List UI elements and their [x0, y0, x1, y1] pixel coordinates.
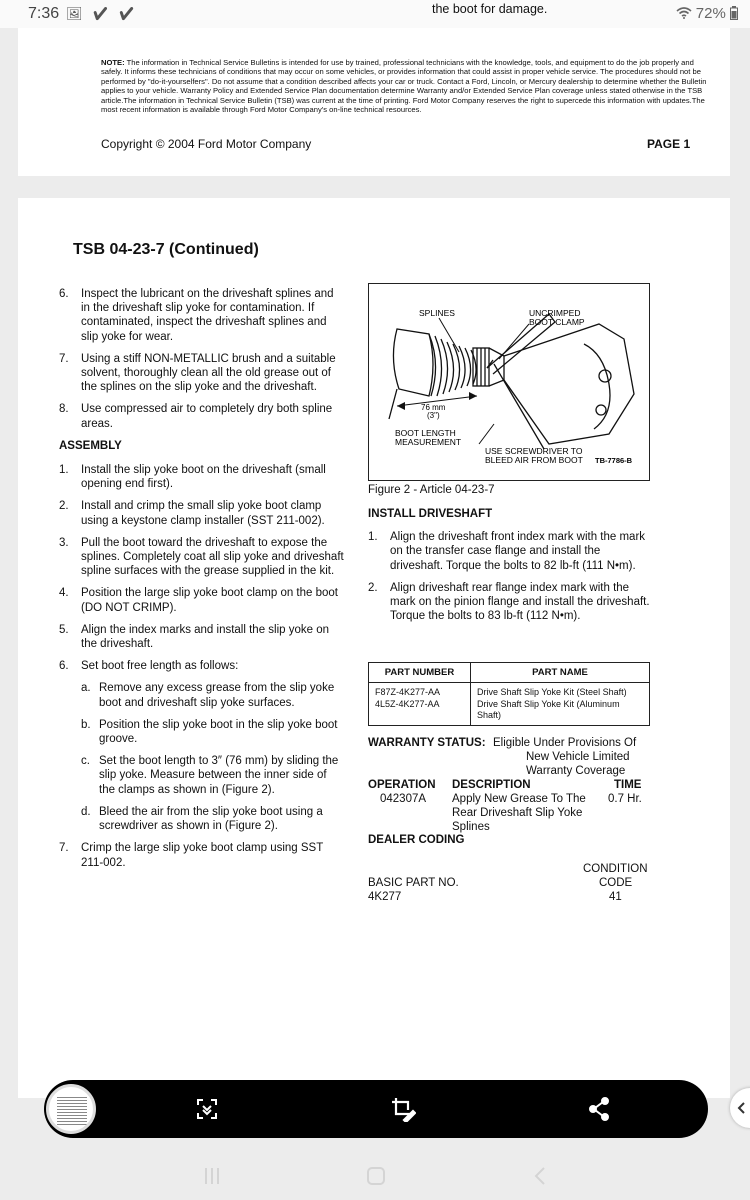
clock: 7:36 — [28, 5, 60, 22]
battery-icon — [730, 6, 738, 20]
home-icon[interactable] — [366, 1166, 386, 1186]
recents-icon[interactable] — [202, 1166, 222, 1186]
wifi-icon — [676, 7, 692, 19]
list-item: 4. Position the large slip yoke boot clamp on the boot (DO NOT CRIMP). — [59, 587, 338, 614]
previous-page-text: the boot for damage. — [432, 2, 548, 16]
label-3in: (3") — [427, 411, 440, 420]
list-item: 8. Use compressed air to completely dry both spline areas. — [59, 403, 333, 430]
list-item: 2. Install and crimp the small slip yoke boot clamp using a keystone clamp installer (SST 211-002). — [59, 500, 325, 527]
warranty-line-3: Warranty Coverage — [526, 765, 626, 777]
chevron-left-icon — [730, 1088, 750, 1128]
table-header-row — [369, 663, 650, 683]
sub-item: d. Bleed the air from the slip yoke boot using a screwdriver as shown in (Figure 2). — [81, 805, 323, 833]
install-driveshaft-heading: INSTALL DRIVESHAFT — [368, 508, 493, 520]
dealer-coding-block — [368, 862, 668, 904]
driveshaft-boot-illustration — [369, 284, 648, 479]
h-time: TIME — [614, 779, 642, 791]
part-numbers-cell: F87Z-4K277-AA 4L5Z-4K277-AA — [369, 683, 471, 726]
disclaimer-note — [101, 58, 709, 114]
label-use-screwdriver: USE SCREWDRIVER TO — [485, 446, 583, 456]
col-part-number: PART NUMBER — [369, 663, 471, 683]
operation-description: Apply New Grease To The Rear Driveshaft Slip Yoke Splines — [452, 793, 586, 833]
list-item: 6. Set boot free length as follows: — [59, 660, 239, 673]
label-boot-clamp: BOOT CLAMP — [529, 317, 585, 327]
part-names-cell: Drive Shaft Slip Yoke Kit (Steel Shaft) Drive Shaft Slip Yoke Kit (Aluminum Shaft) — [471, 683, 650, 726]
operation-code: 042307A — [380, 793, 427, 805]
label-76mm: 76 mm — [421, 403, 446, 412]
battery-percent: 72% — [695, 5, 726, 22]
left-column — [59, 287, 345, 878]
share-icon[interactable] — [586, 1096, 612, 1122]
list-item: 6. Inspect the lubricant on the driveshaft splines and in the driveshaft slip yoke for contamination. If contaminated, inspect the driveshaft splines and slip yoke for wear. — [59, 288, 334, 343]
page-number: PAGE 1 — [647, 137, 691, 151]
list-item: 7. Crimp the large slip yoke boot clamp using SST 211-002. — [59, 842, 324, 869]
crop-edit-icon[interactable] — [390, 1096, 416, 1122]
sub-item: a. Remove any excess grease from the slip yoke boot and driveshaft slip yoke surfaces. — [81, 682, 335, 709]
basic-part-value: 4K277 — [368, 891, 402, 903]
thumbnail-preview — [57, 1097, 87, 1125]
list-item: 5. Align the index marks and install the slip yoke on the driveshaft. — [59, 623, 330, 651]
figure-caption: Figure 2 - Article 04-23-7 — [368, 484, 495, 496]
screenshot-toolbar — [44, 1080, 708, 1138]
h-operation: OPERATION — [368, 779, 436, 791]
page-title: TSB 04-23-7 (Continued) — [73, 241, 259, 258]
warranty-line-2: New Vehicle Limited — [526, 751, 630, 763]
list-item: 1. Align the driveshaft front index mark with the mark on the transfer case flange and install the driveshaft. Torque the bolts to 82 lb-ft (111 N•m). — [368, 531, 646, 572]
expand-toolbar-button[interactable] — [730, 1088, 750, 1128]
note-label: NOTE: — [101, 58, 125, 67]
operation-time: 0.7 Hr. — [608, 793, 642, 805]
parts-table — [368, 662, 650, 726]
col-part-name: PART NAME — [471, 663, 650, 683]
document-thumbnail[interactable] — [46, 1084, 96, 1134]
figure-2-diagram — [368, 283, 650, 481]
back-icon[interactable] — [530, 1166, 550, 1186]
label-figure-code: TB-7786-B — [595, 456, 633, 465]
system-navigation-bar — [0, 1138, 750, 1200]
basic-part-label: BASIC PART NO. — [368, 877, 459, 889]
label-measurement: MEASUREMENT — [395, 437, 462, 447]
list-item: 2. Align driveshaft rear flange index mark with the mark on the pinion flange and install the driveshaft. Torque the bolts to 83 lb-ft (112 N•m). — [368, 581, 650, 623]
list-item: 7. Using a stiff NON-METALLIC brush and a suitable solvent, thoroughly clean all the old grease out of the splines on the slip yoke and the driveshaft. — [59, 352, 336, 394]
document-page-1 — [18, 28, 730, 176]
status-bar — [0, 0, 750, 28]
copyright: Copyright © 2004 Ford Motor Company — [101, 137, 312, 151]
warranty-label: WARRANTY STATUS: — [368, 737, 486, 749]
list-item: 3. Pull the boot toward the driveshaft to expose the splines. Completely coat all slip yoke and driveshaft spline surfaces with the grease supplied in the kit. — [59, 536, 344, 578]
sub-item: b. Position the slip yoke boot in the slip yoke boot groove. — [81, 718, 338, 746]
list-item: 1. Install the slip yoke boot on the driveshaft (small opening end first). — [59, 464, 326, 491]
table-row — [369, 683, 650, 726]
scan-icon[interactable] — [194, 1096, 220, 1122]
label-bleed-air: BLEED AIR FROM BOOT — [485, 455, 583, 465]
label-splines: SPLINES — [419, 308, 455, 318]
label-boot-length: BOOT LENGTH — [395, 428, 456, 438]
condition-label-1: CONDITION — [583, 863, 648, 875]
notification-icons: 🖼 ✔ ✔ — [66, 6, 138, 21]
warranty-line-1: Eligible Under Provisions Of — [493, 737, 637, 749]
document-page-2 — [18, 198, 730, 1098]
sub-item: c. Set the boot length to 3″ (76 mm) by sliding the slip yoke. Measure between the inner side of the clamps as shown in (Figure 2). — [81, 755, 339, 796]
operation-block — [368, 778, 668, 834]
label-uncrimped: UNCRIMPED — [529, 308, 581, 318]
condition-value: 41 — [609, 891, 622, 903]
assembly-heading: ASSEMBLY — [59, 439, 122, 452]
condition-label-2: CODE — [599, 877, 633, 889]
note-text: The information in Technical Service Bulletins is intended for use by trained, professional technicians with the knowledge, tools, and equipment to do the job properly and safely. It informs these technicians of conditions that may occur on some vehicles, or provides information that could assist in proper vehicle service. The procedures should not be performed by "do-it-yourselfers". Do not assume that a condition described affects your car or truck. Contact a Ford, Lincoln, or Mercury dealership to determine whether the Bulletin applies to your vehicle. Warranty Policy and Extended Service Plan documentation determine Warranty and/or Extended Service Plan coverage unless stated otherwise in the TSB article.The information in Technical Service Bulletin (TSB) was current at the time of printing. Ford Motor Company reserves the right to supercede this information with updates.The most recent information is available through Ford Motor Company's on-line technical resources. — [101, 58, 707, 115]
dealer-coding-heading: DEALER CODING — [368, 834, 465, 846]
battery-status — [676, 5, 738, 22]
warranty-status — [368, 736, 668, 778]
right-column — [368, 507, 654, 631]
h-description: DESCRIPTION — [452, 779, 531, 791]
